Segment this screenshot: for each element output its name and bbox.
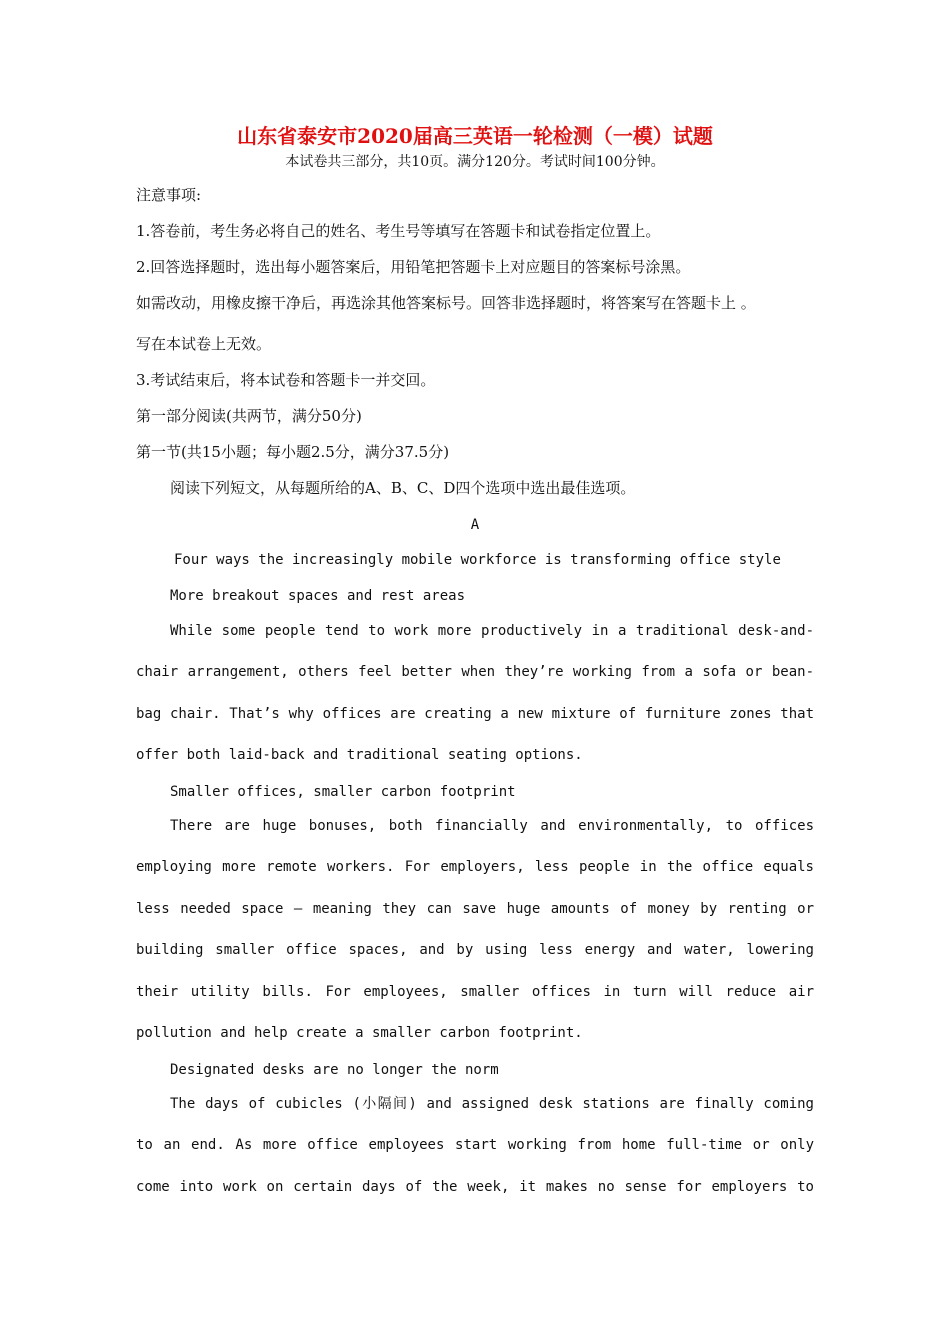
reading-instruction: 阅读下列短文，从每题所给的A、B、C、D四个选项中选出最佳选项。 [170,479,636,497]
part1-heading: 第一部分阅读(共两节，满分50分) [136,407,362,425]
subheading-3: Designated desks are no longer the norm [170,1062,499,1078]
passage-title: Four ways the increasingly mobile workforce is transforming office style [174,552,781,568]
notes-heading: 注意事项: [136,186,202,204]
subheading-2: Smaller offices, smaller carbon footprint [170,784,516,800]
note-item-2-continued: 如需改动，用橡皮擦干净后，再选涂其他答案标号。回答非选择题时，将答案写在答题卡上 。 [136,294,756,312]
note-item-3: 3.考试结束后，将本试卷和答题卡一并交回。 [136,371,436,389]
note-item-2: 2.回答选择题时，选出每小题答案后，用铅笔把答题卡上对应题目的答案标号涂黑。 [136,258,691,276]
exam-title: 山东省泰安市2020届高三英语一轮检测（一模）试题 [237,124,713,148]
note-item-1: 1.答卷前，考生务必将自己的姓名、考生号等填写在答题卡和试卷指定位置上。 [136,222,661,240]
passage-label: A [470,517,480,533]
subheading-1: More breakout spaces and rest areas [170,588,466,604]
note-item-2-continued-2: 写在本试卷上无效。 [136,335,272,353]
exam-subtitle: 本试卷共三部分，共10页。满分120分。考试时间100分钟。 [285,154,665,170]
section1-heading: 第一节(共15小题；每小题2.5分，满分37.5分) [136,443,450,461]
paragraph-3: The days of cubicles (小隔间) and assigned desk stations are finally coming to an end. As more office employees start working from home full-time or only come into work on certain days of the week, it makes no sense for employers to [136,1096,814,1195]
paragraph-2: There are huge bonuses, both financially and environmentally, to offices employing more remote workers. For employers, less people in the office equals less needed space – meaning they can save huge amounts of money by renting or building smaller office spaces, and by using less energy and water, lowering their utility bills. For employees, smaller offices in turn will reduce air pollution and help create a smaller carbon footprint. [136,818,814,1042]
paragraph-1: While some people tend to work more productively in a traditional desk-and-chair arrangement, others feel better when they’re working from a sofa or bean-bag chair. That’s why offices are creating a new mixture of furniture zones that offer both laid-back and traditional seating options. [136,623,814,764]
